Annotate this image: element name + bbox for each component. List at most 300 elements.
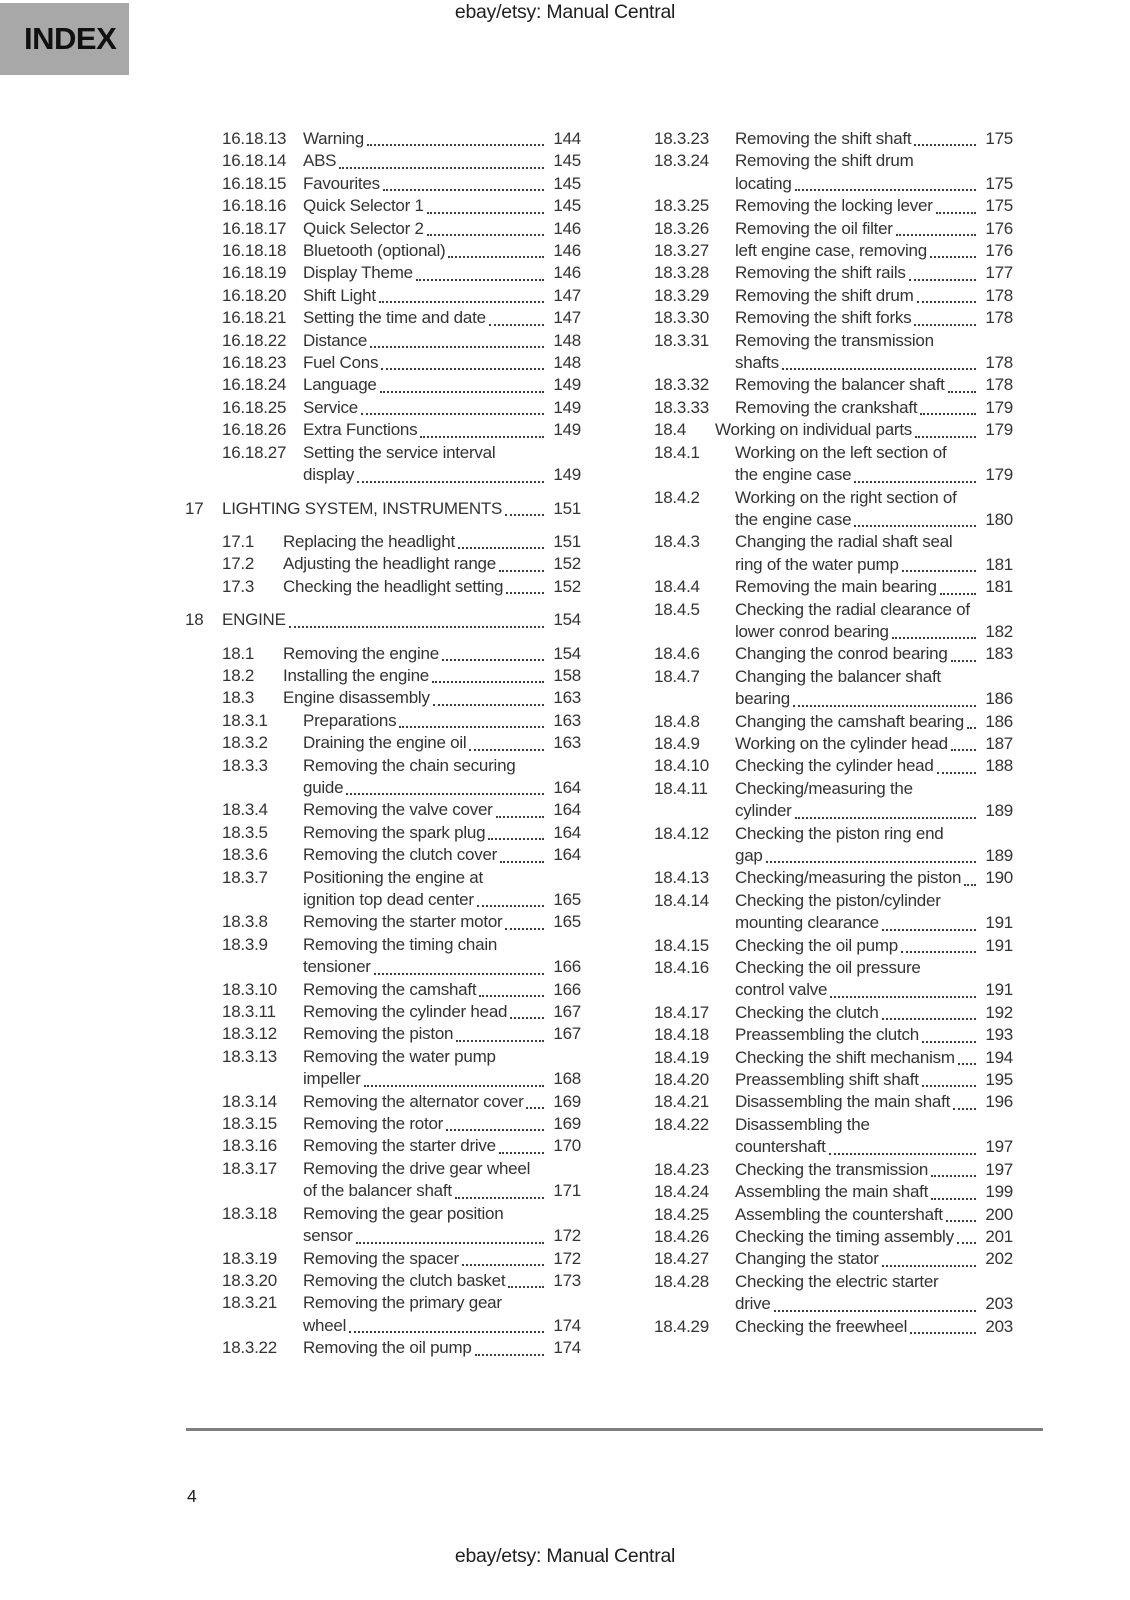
toc-entry-body <box>303 1248 581 1270</box>
toc-entry-line <box>735 442 1013 464</box>
header-title: ebay/etsy: Manual Central <box>454 1 676 23</box>
toc-page-ref: 147 <box>553 285 581 305</box>
toc-entry-line <box>735 509 1013 531</box>
toc-entry-body <box>715 419 1013 441</box>
toc-entry-title: Adjusting the headlight range <box>283 554 496 574</box>
toc-entry-number: 18.3.2 <box>222 733 268 753</box>
toc-entry-line <box>303 307 581 329</box>
toc-entry <box>185 1091 581 1113</box>
toc-entry-body <box>303 911 581 933</box>
toc-entry <box>617 218 1013 240</box>
toc-page-ref: 172 <box>553 1248 581 1268</box>
toc-entry-line <box>735 1136 1013 1158</box>
toc-page-ref: 147 <box>553 308 581 328</box>
toc-entry-line <box>735 1181 1013 1203</box>
toc-entry-title: Distance <box>303 330 368 350</box>
toc-entry-line <box>735 128 1013 150</box>
toc-leader-dots <box>964 884 976 886</box>
toc-entry-number: 16.18.24 <box>222 375 287 395</box>
toc-entry-title: Positioning the engine at <box>303 867 483 887</box>
toc-entry-body <box>303 285 581 307</box>
toc-entry <box>617 576 1013 598</box>
toc-entry-line <box>735 643 1013 665</box>
toc-entry <box>617 397 1013 419</box>
toc-page-ref: 195 <box>985 1070 1013 1090</box>
toc-entry-line <box>303 285 581 307</box>
toc-entry-line <box>303 1046 581 1068</box>
toc-entry-number: 18.3.21 <box>222 1293 277 1313</box>
toc-page-ref: 174 <box>553 1338 581 1358</box>
toc-entry-title: Working on the cylinder head <box>735 733 948 753</box>
toc-entry-title: Checking the shift mechanism <box>735 1047 955 1067</box>
toc-entry-line <box>283 665 581 687</box>
toc-entry-line <box>303 1180 581 1202</box>
page-header <box>0 0 1130 24</box>
toc-page-ref: 149 <box>553 375 581 395</box>
toc-entry-body <box>303 195 581 217</box>
toc-entry <box>185 531 581 553</box>
toc-entry-number: 18 <box>185 610 204 630</box>
toc-leader-dots <box>922 1041 976 1043</box>
toc-entry <box>185 1158 581 1203</box>
toc-entry <box>617 285 1013 307</box>
toc-entry-line <box>735 890 1013 912</box>
toc-leader-dots <box>380 391 544 393</box>
toc-entry-body <box>735 778 1013 823</box>
toc-entry-body <box>303 307 581 329</box>
toc-entry-number: 18.3 <box>222 688 255 708</box>
toc-entry-body <box>735 1069 1013 1091</box>
toc-leader-dots <box>914 324 976 326</box>
toc-page-ref: 167 <box>553 1002 581 1022</box>
toc-entry-title: mounting clearance <box>735 913 879 933</box>
toc-entry-body <box>735 1002 1013 1024</box>
toc-leader-dots <box>469 749 544 751</box>
toc-leader-dots <box>937 772 976 774</box>
toc-entry <box>617 1226 1013 1248</box>
toc-entry-number: 18.3.16 <box>222 1136 277 1156</box>
toc-leader-dots <box>910 1332 976 1334</box>
toc-entry <box>185 911 581 933</box>
toc-page-ref: 188 <box>985 756 1013 776</box>
toc-entry-title: left engine case, removing <box>735 241 927 261</box>
toc-leader-dots <box>795 189 976 191</box>
toc-entry-number: 16.18.16 <box>222 196 287 216</box>
toc-entry-body <box>735 867 1013 889</box>
toc-page-ref: 201 <box>985 1226 1013 1246</box>
toc-page-ref: 176 <box>985 241 1013 261</box>
toc-entry-line <box>735 330 1013 352</box>
toc-entry <box>185 1203 581 1248</box>
toc-entry <box>185 285 581 307</box>
toc-entry-title: Checking the cylinder head <box>735 756 934 776</box>
toc-entry <box>185 330 581 352</box>
toc-entry <box>185 374 581 396</box>
toc-page-ref: 194 <box>985 1047 1013 1067</box>
toc-page-ref: 174 <box>553 1315 581 1335</box>
toc-leader-dots <box>456 1040 544 1042</box>
toc-entry-line <box>303 419 581 441</box>
toc-entry <box>617 778 1013 823</box>
toc-entry-body <box>735 1047 1013 1069</box>
toc-entry <box>185 844 581 866</box>
toc-entry-number: 18.3.27 <box>654 241 709 261</box>
toc-entry-body <box>283 576 581 598</box>
toc-entry <box>185 1270 581 1292</box>
toc-entry-title: Warning <box>303 129 364 148</box>
toc-entry <box>185 934 581 979</box>
toc-entry-line <box>735 1091 1013 1113</box>
toc-page-ref: 180 <box>985 509 1013 529</box>
toc-entry <box>185 1046 581 1091</box>
toc-entry-number: 18.4.7 <box>654 666 700 686</box>
toc-entry-title: Preassembling shift shaft <box>735 1070 919 1090</box>
toc-leader-dots <box>951 749 976 751</box>
toc-entry <box>185 262 581 284</box>
toc-entry-number: 18.4.26 <box>654 1226 709 1246</box>
toc-entry-body <box>735 531 1013 576</box>
toc-page-ref: 166 <box>553 957 581 977</box>
toc-entry-line <box>735 1069 1013 1091</box>
toc-entry-title: Checking the headlight setting <box>283 576 504 596</box>
toc-leader-dots <box>367 144 544 146</box>
toc-page-ref: 202 <box>985 1249 1013 1269</box>
toc-leader-dots <box>854 525 976 527</box>
toc-leader-dots <box>364 1085 544 1087</box>
toc-leader-dots <box>946 1220 976 1222</box>
toc-entry <box>617 1248 1013 1270</box>
toc-page-ref: 199 <box>985 1182 1013 1202</box>
toc-entry-body <box>303 150 581 172</box>
toc-page-ref: 165 <box>553 890 581 909</box>
toc-entry-title: of the balancer shaft <box>303 1181 452 1201</box>
toc-entry-line <box>303 732 581 754</box>
toc-entry-title: Removing the balancer shaft <box>735 375 945 395</box>
toc-entry-number: 18.3.9 <box>222 934 268 954</box>
toc-leader-dots <box>383 189 544 191</box>
toc-entry-title: Checking/measuring the piston <box>735 868 962 888</box>
toc-entry-line <box>303 889 581 911</box>
toc-entry-body <box>303 128 581 150</box>
toc-entry-line <box>735 1204 1013 1226</box>
toc-entry-title: Replacing the headlight <box>283 531 455 551</box>
toc-leader-dots <box>882 1265 976 1267</box>
toc-entry-title: tensioner <box>303 957 371 977</box>
toc-entry <box>617 1159 1013 1181</box>
toc-leader-dots <box>479 995 544 997</box>
toc-page-ref: 182 <box>985 621 1013 641</box>
toc-entry-line <box>303 979 581 1001</box>
toc-entry-title: guide <box>303 777 344 797</box>
toc-leader-dots <box>967 727 976 729</box>
toc-entry-title: countershaft <box>735 1137 826 1157</box>
footer-divider <box>186 1428 1043 1431</box>
toc-entry <box>617 666 1013 711</box>
toc-entry-title: ENGINE <box>222 610 286 630</box>
toc-leader-dots <box>488 838 544 840</box>
toc-leader-dots <box>349 1331 544 1333</box>
toc-entry-line <box>303 240 581 262</box>
toc-entry-body <box>283 687 581 709</box>
toc-leader-dots <box>379 301 544 303</box>
toc-leader-dots <box>505 928 544 930</box>
toc-entry <box>617 487 1013 532</box>
toc-entry-body <box>303 240 581 262</box>
toc-entry-line <box>735 935 1013 957</box>
toc-entry-number: 18.4.1 <box>654 442 700 462</box>
toc-page-ref: 149 <box>553 420 581 440</box>
toc-entry-line <box>303 755 581 777</box>
toc-entry-body <box>735 442 1013 487</box>
toc-leader-dots <box>829 1153 976 1155</box>
toc-entry <box>617 531 1013 576</box>
toc-entry-line <box>303 1068 581 1090</box>
toc-page-ref: 175 <box>985 196 1013 216</box>
toc-entry-title: ABS <box>303 151 337 171</box>
toc-entry-line <box>735 374 1013 396</box>
toc-entry-line <box>303 1113 581 1135</box>
toc-entry-line <box>735 912 1013 934</box>
toc-leader-dots <box>477 905 544 907</box>
toc-entry <box>617 240 1013 262</box>
toc-entry-title: Removing the main bearing <box>735 577 937 597</box>
toc-entry-title: Quick Selector 1 <box>303 196 424 216</box>
toc-entry-body <box>735 1181 1013 1203</box>
toc-entry-line <box>735 800 1013 822</box>
toc-page-ref: 169 <box>553 1091 581 1111</box>
toc-entry-number: 18.4.16 <box>654 958 709 978</box>
toc-entry-line <box>303 934 581 956</box>
toc-leader-dots <box>370 346 544 348</box>
toc-entry-title: Preassembling the clutch <box>735 1025 919 1045</box>
toc-entry <box>185 979 581 1001</box>
toc-entry <box>185 867 581 912</box>
toc-entry-body <box>735 1248 1013 1270</box>
toc-entry-title: Checking the freewheel <box>735 1316 908 1336</box>
toc-leader-dots <box>475 1354 544 1356</box>
toc-entry-line <box>735 1293 1013 1315</box>
toc-entry-line <box>303 195 581 217</box>
toc-entry-number: 18.4.11 <box>654 778 708 798</box>
toc-page-ref: 177 <box>985 263 1013 283</box>
toc-entry-title: Checking the radial clearance of <box>735 599 970 619</box>
toc-entry-title: Removing the transmission <box>735 330 934 350</box>
toc-page-ref: 169 <box>553 1114 581 1134</box>
toc-entry-body <box>283 643 581 665</box>
toc-page-ref: 191 <box>985 980 1013 1000</box>
toc-entry-line <box>735 307 1013 329</box>
toc-page-ref: 183 <box>985 644 1013 664</box>
toc-leader-dots <box>432 681 544 683</box>
toc-entry-number: 18.3.8 <box>222 912 268 932</box>
toc-page-ref: 145 <box>553 151 581 171</box>
toc-leader-dots <box>427 234 544 236</box>
toc-entry-title: Checking/measuring the <box>735 778 913 798</box>
toc-entry-title: Service <box>303 397 358 417</box>
toc-entry-title: drive <box>735 1294 771 1314</box>
toc-entry-body <box>283 531 581 553</box>
toc-leader-dots <box>448 256 544 258</box>
toc-leader-dots <box>920 413 976 415</box>
toc-entry-title: shafts <box>735 353 779 373</box>
toc-entry-title: Setting the service interval <box>303 442 496 462</box>
toc-leader-dots <box>462 1264 544 1266</box>
toc-entry <box>185 150 581 172</box>
toc-entry-number: 18.4.22 <box>654 1114 709 1134</box>
toc-entry-number: 16.18.18 <box>222 241 287 261</box>
toc-entry-number: 18.3.20 <box>222 1270 277 1290</box>
toc-entry-body <box>735 576 1013 598</box>
toc-page-ref: 146 <box>553 218 581 238</box>
toc-page-ref: 197 <box>985 1137 1013 1157</box>
toc-entry-line <box>735 1271 1013 1293</box>
toc-leader-dots <box>374 973 544 975</box>
toc-entry-number: 18.4.15 <box>654 935 709 955</box>
toc-entry <box>617 1181 1013 1203</box>
toc-entry-number: 18.4.10 <box>654 756 709 776</box>
toc-leader-dots <box>416 279 544 281</box>
toc-entry-number: 18.3.22 <box>222 1338 277 1358</box>
toc-page-ref: 203 <box>985 1316 1013 1336</box>
toc-entry-body <box>303 822 581 844</box>
toc-entry <box>617 1002 1013 1024</box>
toc-entry-body <box>735 240 1013 262</box>
toc-page-ref: 189 <box>985 801 1013 821</box>
toc-entry-body <box>735 1226 1013 1248</box>
toc-entry <box>185 240 581 262</box>
toc-leader-dots <box>506 592 544 594</box>
toc-page-ref: 186 <box>985 689 1013 709</box>
toc-entry <box>617 1316 1013 1338</box>
toc-entry-number: 16.18.26 <box>222 420 287 440</box>
toc-entry-title: Fuel Cons <box>303 353 379 373</box>
toc-entry-body <box>735 1316 1013 1338</box>
toc-page-ref: 200 <box>985 1204 1013 1224</box>
toc-entry-line <box>735 957 1013 979</box>
toc-page-ref: 178 <box>985 353 1013 373</box>
toc-entry-title: Removing the valve cover <box>303 800 493 820</box>
toc-entry-body <box>735 1204 1013 1226</box>
toc-entry-line <box>303 262 581 284</box>
toc-entry-line <box>303 1337 581 1359</box>
toc-leader-dots <box>339 167 544 169</box>
toc-entry-title: Checking the oil pump <box>735 935 898 955</box>
toc-entry-title: wheel <box>303 1315 347 1335</box>
toc-entry <box>185 307 581 329</box>
toc-entry-body <box>303 1001 581 1023</box>
toc-entry-line <box>735 397 1013 419</box>
toc-leader-dots <box>381 368 544 370</box>
toc-entry-body <box>222 498 581 520</box>
toc-entry-number: 18.3.6 <box>222 845 268 865</box>
toc-leader-dots <box>510 1017 544 1019</box>
toc-leader-dots <box>892 637 976 639</box>
toc-entry-line <box>303 1091 581 1113</box>
toc-entry-body <box>303 1337 581 1359</box>
toc-entry <box>617 957 1013 1002</box>
toc-page-ref: 171 <box>553 1181 581 1201</box>
toc-entry <box>185 1001 581 1023</box>
toc-leader-dots <box>951 660 976 662</box>
toc-entry-number: 18.3.28 <box>654 263 709 283</box>
toc-entry-number: 18.2 <box>222 665 255 685</box>
toc-entry <box>185 665 581 687</box>
toc-entry <box>185 1023 581 1045</box>
toc-entry-body <box>283 553 581 575</box>
toc-entry-line <box>735 755 1013 777</box>
toc-entry-body <box>735 599 1013 644</box>
toc-page-ref: 167 <box>553 1024 581 1044</box>
toc-leader-dots <box>774 1310 976 1312</box>
toc-entry <box>617 374 1013 396</box>
toc-entry-line <box>303 128 581 150</box>
toc-entry-line <box>303 822 581 844</box>
toc-page-ref: 181 <box>985 554 1013 574</box>
toc-entry-body <box>735 1271 1013 1316</box>
toc-entry-line <box>715 419 1013 441</box>
toc-entry <box>617 890 1013 935</box>
toc-entry <box>617 128 1013 150</box>
toc-entry-body <box>303 1113 581 1135</box>
toc-entry-body <box>303 732 581 754</box>
toc-entry <box>617 1271 1013 1316</box>
toc-entry-number: 16.18.22 <box>222 330 287 350</box>
toc-entry <box>185 576 581 598</box>
toc-entry-title: Removing the chain securing <box>303 755 516 775</box>
toc-entry-body <box>222 609 581 631</box>
toc-entry-number: 16.18.13 <box>222 129 287 148</box>
toc-entry <box>185 442 581 487</box>
toc-entry-number: 16.18.15 <box>222 173 287 193</box>
toc-leader-dots <box>496 816 544 818</box>
toc-entry <box>617 711 1013 733</box>
toc-entry-body <box>735 1024 1013 1046</box>
toc-entry-title: Checking the electric starter <box>735 1271 939 1291</box>
toc-entry-body <box>303 1023 581 1045</box>
toc-entry-body <box>303 1135 581 1157</box>
toc-entry <box>185 799 581 821</box>
toc-entry-number: 18.3.30 <box>654 308 709 328</box>
toc-entry-title: Removing the starter motor <box>303 912 503 932</box>
toc-leader-dots <box>931 1198 976 1200</box>
toc-page-ref: 175 <box>985 129 1013 148</box>
toc-entry-title: Extra Functions <box>303 420 418 440</box>
toc-entry-number: 18.3.7 <box>222 867 268 887</box>
toc-page-ref: 164 <box>553 845 581 865</box>
toc-entry-line <box>303 777 581 799</box>
toc-entry-number: 18.4.20 <box>654 1070 709 1090</box>
toc-entry-title: Quick Selector 2 <box>303 218 424 238</box>
toc-entry-body <box>303 1158 581 1203</box>
toc-entry <box>185 1135 581 1157</box>
toc-entry-body <box>735 733 1013 755</box>
toc-page-ref: 168 <box>553 1069 581 1089</box>
toc-entry <box>185 498 581 520</box>
toc-entry <box>617 867 1013 889</box>
toc-entry-title: Disassembling the main shaft <box>735 1092 951 1112</box>
page-number: 4 <box>187 1486 197 1506</box>
toc-entry-title: Checking the piston/cylinder <box>735 890 941 910</box>
toc-page-ref: 187 <box>985 733 1013 753</box>
toc-page-ref: 148 <box>553 330 581 350</box>
toc-entry-number: 18.4.18 <box>654 1025 709 1045</box>
toc-leader-dots <box>940 593 976 595</box>
toc-entry-number: 16.18.14 <box>222 151 287 171</box>
toc-entry-line <box>303 1135 581 1157</box>
toc-page-ref: 178 <box>985 308 1013 328</box>
toc-entry-body <box>303 867 581 912</box>
toc-leader-dots <box>289 626 544 628</box>
